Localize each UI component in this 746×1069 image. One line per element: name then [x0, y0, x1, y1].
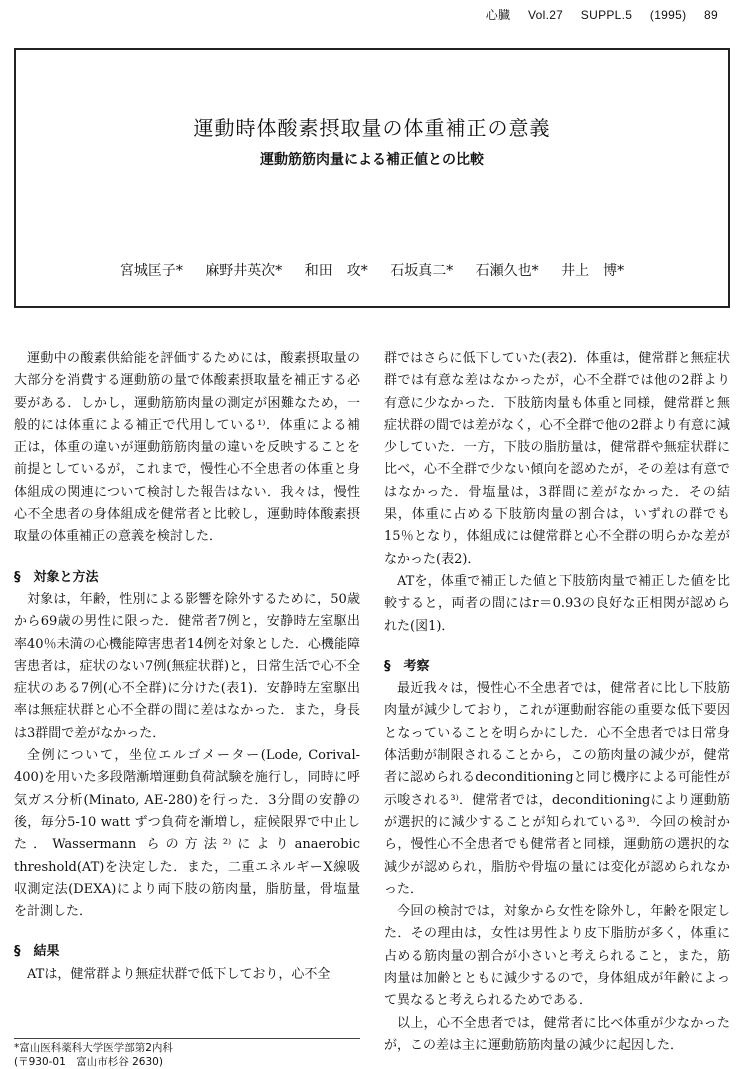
- section-heading-methods: § 対象と方法: [14, 569, 99, 585]
- methods-paragraph: 対象は，年齢，性別による影響を除外するために，50歳から69歳の男性に限った．健常者7例と，安静時左室駆出率40％未満の心機能障害患者14例を対象とした．心機能障害患者は，症状のない7例(無症状群)と，日常生活で心不全症状のある7例(心不全群)に分けた(表1)．安静時左室駆出率は無症状群と心不全群の間に差はなかった．また，身長は3群間で差がなかった．: [14, 591, 360, 741]
- footnote: [14, 1041, 360, 1069]
- running-header: [472, 6, 718, 23]
- author: 石瀬久也*: [475, 263, 539, 279]
- footnote-address: (〒930-01 富山市杉谷 2630): [14, 1056, 163, 1068]
- journal-name: 心臓: [485, 8, 511, 22]
- author: 麻野井英次*: [205, 263, 283, 279]
- journal-volume: Vol.27: [527, 8, 564, 22]
- journal-supplement: SUPPL.5: [580, 8, 633, 22]
- page-number: 89: [704, 8, 718, 22]
- author: 井上 博*: [561, 263, 625, 279]
- discussion-paragraph: 最近我々は，慢性心不全患者では，健常者に比し下肢筋肉量が減少しており，これが運動耐容能の重要な低下要因となっていることを明らかにした．心不全患者では日常身体活動が制限されることから，この筋肉量の減少が，健常者に認められるdeconditioningと同じ機序による可能性が示唆される³⁾．健常者では，deconditioningにより運動筋が選択的に減少することが知られている³⁾．今回の検討から，慢性心不全患者でも健常者と同様，運動筋の選択的な減少が認められ，脂肪や骨塩の量には変化が認められなかった．: [384, 681, 730, 897]
- author: 石坂真二*: [390, 263, 454, 279]
- author: 和田 攻*: [304, 263, 368, 279]
- author: 宮城匡子*: [119, 263, 183, 279]
- methods-paragraph: 全例について，坐位エルゴメーター(Lode, Corival-400)を用いた多段階漸増運動負荷試験を施行し，同時に呼気ガス分析(Minato, AE-280)を行った．3分間の安静の後，毎分5-10 watt ずつ負荷を漸増し，症候限界で中止した．Wassermann らの方法²⁾によりanaerobic threshold(AT)を決定した．また，二重エネルギーX線吸収測定法(DEXA)により両下肢の筋肉量，脂肪量，骨塩量を計測した．: [14, 748, 360, 920]
- paper-subtitle: 運動筋筋肉量による補正値との比較: [260, 152, 484, 168]
- title-box: [14, 48, 730, 308]
- paper-title: 運動時体酸素摂取量の体重補正の意義: [193, 116, 551, 140]
- discussion-paragraph: 以上，心不全患者では，健常者に比べ体重が少なかったが，この差は主に運動筋筋肉量の減少に起因した．: [384, 1015, 730, 1053]
- section-heading-results: § 結果: [14, 944, 60, 960]
- journal-year: (1995): [649, 8, 687, 22]
- results-paragraph: ATを，体重で補正した値と下肢筋肉量で補正した値を比較すると，両者の間にはr＝0.93の良好な正相関が認められた(図1)．: [384, 573, 730, 634]
- discussion-paragraph: 今回の検討では，対象から女性を除外し，年齢を限定した．その理由は，女性は男性より皮下脂肪が多く，体重に占める筋肉量の割合が小さいと考えられること，また，筋肉量は加齢とともに減少するので，身体組成が年齢によって異なると考えられるためである．: [384, 904, 730, 1009]
- results-paragraph: 群ではさらに低下していた(表2)．体重は，健常群と無症状群では有意な差はなかったが，心不全群では他の2群より有意に少なかった．下肢筋肉量も体重と同様，健常群と無症状群の間では差がなく，心不全群で他の2群より有意に減少していた．一方，下肢の脂肪量は，健常群や無症状群に比べ，心不全群で少ない傾向を認めたが，その差は有意ではなかった．骨塩量は，3群間に差がなかった．その結果，体重に占める下肢筋肉量の割合は，いずれの群でも15％となり，体組成には健常群と心不全群の明らかな差がなかった(表2)．: [384, 351, 731, 567]
- intro-paragraph: 運動中の酸素供給能を評価するためには，酸素摂取量の大部分を消費する運動筋の量で体酸素摂取量を補正する必要がある．しかし，運動筋筋肉量の測定が困難なため，一般的には体重による補正で代用している¹⁾．体重による補正は，体重の違いが運動筋筋肉量の違いを反映することを前提としているが，これまで，慢性心不全患者の体重と身体組成の関連について検討した報告はない．我々は，慢性心不全患者の身体組成を健常者と比較し，運動時体酸素摂取量の体重補正の意義を検討した．: [14, 351, 360, 545]
- left-column: [14, 348, 360, 986]
- results-paragraph: ATは，健常群より無症状群で低下しており，心不全: [27, 966, 331, 982]
- section-heading-discussion: § 考察: [384, 658, 430, 674]
- footnote-affiliation: *富山医科薬科大学医学部第2内科: [14, 1042, 173, 1054]
- footnote-divider: [14, 1038, 360, 1039]
- right-column: [384, 348, 730, 1057]
- author-list: [16, 260, 728, 280]
